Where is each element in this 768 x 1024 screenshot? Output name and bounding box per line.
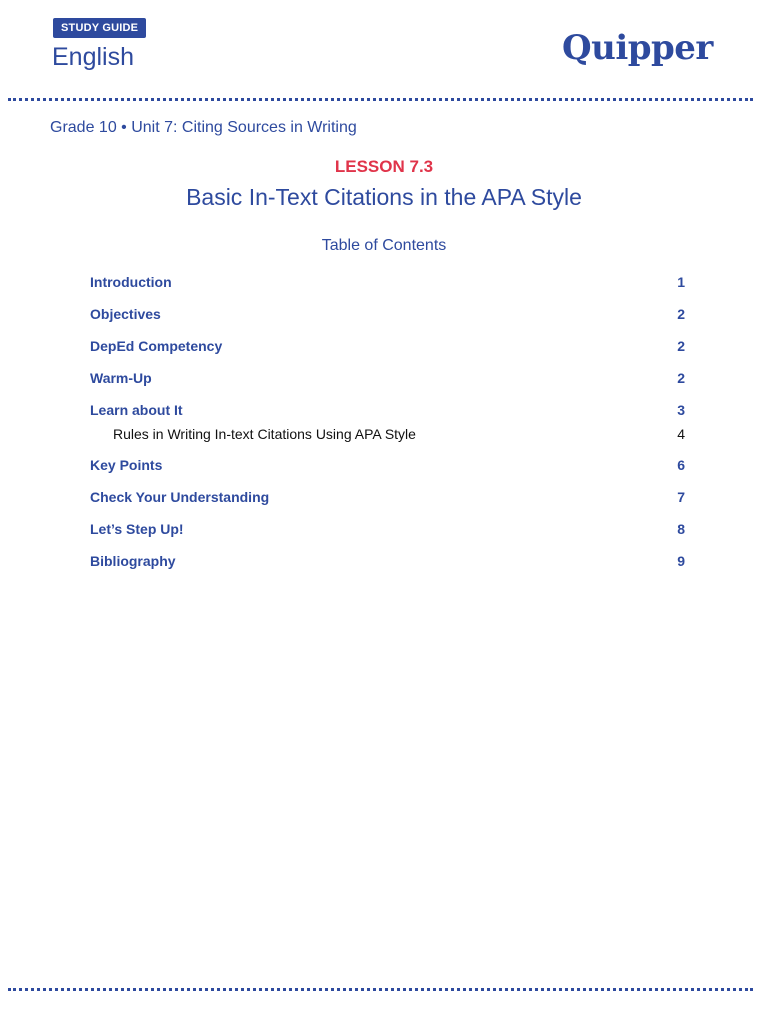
toc-item-learn-about-it[interactable]	[90, 400, 685, 420]
breadcrumb: Grade 10 • Unit 7: Citing Sources in Writing	[50, 119, 357, 136]
toc-item-page: 9	[677, 553, 685, 569]
toc-subitem-apa-rules[interactable]	[90, 424, 685, 444]
toc-item-check-understanding[interactable]	[90, 487, 685, 507]
toc-item-page: 8	[677, 521, 685, 537]
lesson-label: LESSON 7.3	[334, 157, 434, 176]
toc-item-page: 3	[677, 402, 685, 418]
toc-item-label: Learn about It	[90, 402, 183, 418]
toc-item-warm-up[interactable]	[90, 368, 685, 388]
toc-item-page: 2	[677, 370, 685, 386]
toc-item-label: Bibliography	[90, 553, 176, 569]
toc-item-page: 2	[677, 306, 685, 322]
toc-item-objectives[interactable]	[90, 304, 685, 324]
toc-item-key-points[interactable]	[90, 455, 685, 475]
toc-item-page: 4	[677, 426, 685, 442]
lesson-title: Basic In-Text Citations in the APA Style	[186, 184, 582, 210]
toc-item-page: 6	[677, 457, 685, 473]
toc-item-introduction[interactable]	[90, 272, 685, 292]
toc-item-label: Objectives	[90, 306, 161, 322]
quipper-logo: Quipper	[562, 28, 713, 68]
toc-item-label: Let’s Step Up!	[90, 521, 184, 537]
toc-item-bibliography[interactable]	[90, 551, 685, 571]
toc-item-deped-competency[interactable]	[90, 336, 685, 356]
toc-item-page: 2	[677, 338, 685, 354]
toc-item-page: 7	[677, 489, 685, 505]
toc-item-label: Check Your Understanding	[90, 489, 270, 505]
toc-heading: Table of Contents	[321, 237, 447, 254]
toc-item-page: 1	[677, 274, 685, 290]
toc-item-label: DepEd Competency	[90, 338, 223, 354]
toc-item-label: Rules in Writing In-text Citations Using APA Style	[113, 426, 416, 442]
bottom-divider	[8, 988, 753, 991]
toc-item-label: Key Points	[90, 457, 163, 473]
toc-item-label: Warm-Up	[90, 370, 152, 386]
toc-item-lets-step-up[interactable]	[90, 519, 685, 539]
subject-title: English	[52, 43, 134, 71]
top-divider	[8, 98, 753, 101]
study-guide-badge: STUDY GUIDE	[53, 18, 146, 38]
toc-item-label: Introduction	[90, 274, 172, 290]
